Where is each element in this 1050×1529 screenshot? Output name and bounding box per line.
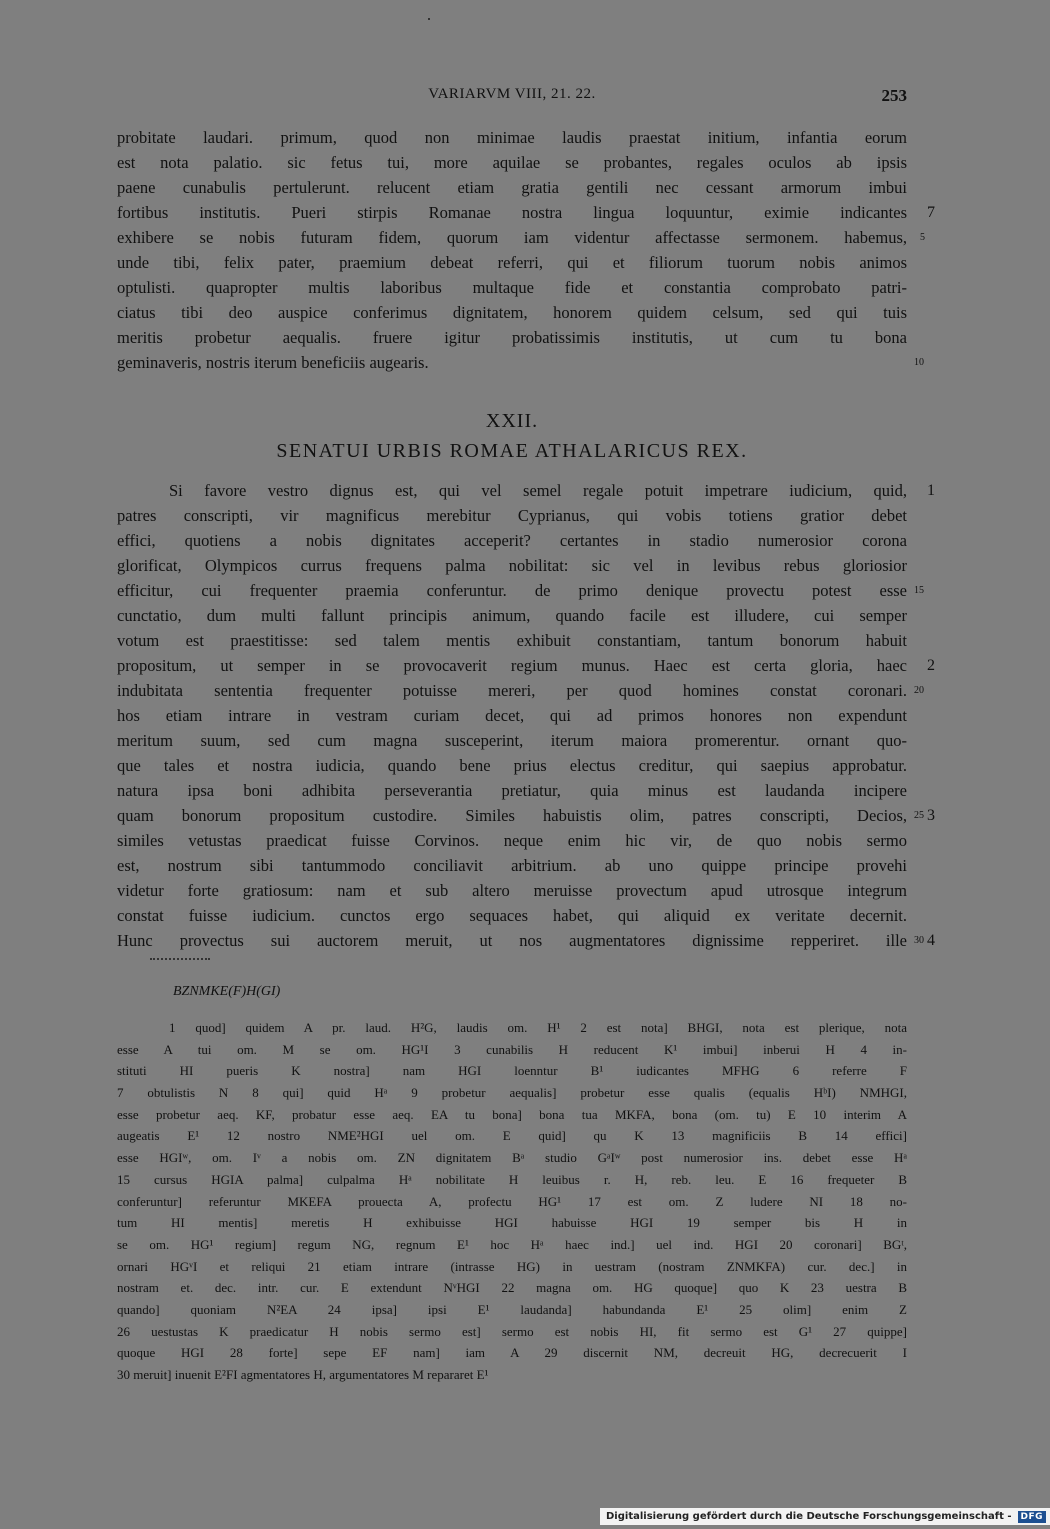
scan-speck <box>428 18 430 20</box>
text-line <box>117 200 935 225</box>
text-line <box>117 578 924 603</box>
apparatus-line: conferuntur] referuntur MKEFA prouecta A, profectu HG¹ 17 est om. Z ludere NI 18 no- <box>117 1193 907 1209</box>
text-line <box>117 653 935 678</box>
text-line: est nota palatio. sic fetus tui, more aquilae se probantes, regales oculos ab ipsis <box>117 153 907 172</box>
text-line: unde tibi, felix pater, praemium debeat referri, qui et filiorum tuorum nobis animos <box>117 253 907 272</box>
line-number: 10 <box>914 357 924 368</box>
text-line: meritis probetur aequalis. fruere igitur probatissimis institutis, ut cum tu bona <box>117 328 907 347</box>
section-number: 3 <box>927 807 935 824</box>
line-number: 20 <box>914 685 924 696</box>
letter-address-heading: SENATUI URBIS ROMAE ATHALARICUS REX. <box>276 440 748 462</box>
apparatus-line: esse HGIʷ, om. Iᵛ a nobis om. ZN dignitatem Bᵃ studio GᵃIʷ post numerosior ins. debet esse Hᵃ <box>117 1150 907 1166</box>
text-line: probitate laudari. primum, quod non minimae laudis praestat initium, infantia eorum <box>117 128 907 147</box>
line-number: 15 <box>914 585 924 596</box>
text-line-content: geminaveris, nostris iterum beneficiis augearis. <box>117 353 429 372</box>
text-line: optulisti. quapropter multis laboribus multaque fide et constantia comprobato patri- <box>117 278 907 297</box>
apparatus-line: augeatis E¹ 12 nostro NME²HGI uel om. E quid] qu K 13 magnificiis B 14 effici] <box>117 1128 907 1144</box>
cut-off-text-fragment <box>150 958 210 964</box>
letter-number-heading: XXII. <box>485 410 539 432</box>
text-line: ciatus tibi deo auspice conferimus dignitatem, honorem quidem celsum, sed qui tuis <box>117 303 907 322</box>
text-line-content: quam bonorum propositum custodire. Similes habuistis olim, patres conscripti, Decios, <box>117 806 907 825</box>
running-title: VARIARVM VIII, 21. 22. <box>428 86 596 102</box>
text-line <box>117 678 924 703</box>
section-number: 1 <box>927 482 935 499</box>
text-line: cunctatio, dum multi fallunt principis animum, quando facile est illudere, cui semper <box>117 606 907 625</box>
apparatus-line: 15 cursus HGIA palma] culpalma Hᵃ nobilitate H leuibus r. H, reb. leu. E 16 frequeter B <box>117 1171 907 1187</box>
text-line-content: Hunc provectus sui auctorem meruit, ut nos augmentatores dignissime repperiret. ille <box>117 931 907 950</box>
text-line <box>117 478 935 503</box>
apparatus-line: 7 obtulistis N 8 qui] quid Hᵃ 9 probetur aequalis] probetur esse qualis (equalis HᵇI) NMHGI, <box>117 1085 907 1101</box>
text-line: meritum suum, sed cum magna susceperint, iterum maiora promerentur. ornant quo- <box>117 731 907 750</box>
credit-text: Digitalisierung gefördert durch die Deutsche Forschungsgemeinschaft - <box>606 1511 1012 1522</box>
text-line: que tales et nostra iudicia, quando bene prius electus creditur, qui saepius approbatur. <box>117 756 907 775</box>
manuscript-sigla: BZNMKE(F)H(GI) <box>173 984 281 999</box>
apparatus-line: nostram et. dec. intr. cur. E extendunt NᵛHGI 22 magna om. HG quoque] quo K 23 uestra B <box>117 1280 907 1296</box>
apparatus-line: se om. HG¹ regium] regum NG, regnum E¹ hoc Hᵃ haec ind.] uel ind. HGI 20 coronari] BGᵗ, <box>117 1236 907 1252</box>
text-line-content: Si favore vestro dignus est, qui vel semel regale potuit impetrare iudicium, quid, <box>169 481 907 500</box>
page-number: 253 <box>881 86 907 105</box>
apparatus-line: stituti HI pueris K nostra] nam HGI loenntur B¹ iudicantes MFHG 6 referre F <box>117 1063 907 1079</box>
text-line: hos etiam intrare in vestram curiam decet, qui ad primos honores non expendunt <box>117 706 907 725</box>
text-line: paene cunabulis pertulerunt. relucent etiam gratia gentili nec cessant armorum imbui <box>117 178 907 197</box>
text-block-letter-22 <box>117 478 935 953</box>
dfg-logo: DFG <box>1018 1511 1047 1523</box>
text-line-content: efficitur, cui frequenter praemia conferuntur. de primo denique provectu potest esse <box>117 581 907 600</box>
apparatus-line: esse probetur aeq. KF, probatur esse aeq. EA tu bona] bona tua MKFA, bona (om. tu) E 10 interim A <box>117 1106 907 1122</box>
section-number: 4 <box>927 932 935 949</box>
digitization-credit <box>600 1508 1050 1525</box>
text-line: votum est praestitisse: sed talem mentis exhibuit constantiam, tantum bonorum habuit <box>117 631 907 650</box>
critical-apparatus <box>117 1017 907 1386</box>
text-line <box>117 225 925 250</box>
apparatus-line: 26 uestustas K praedicatur H nobis sermo est] sermo est nobis HI, fit sermo est G¹ 27 quippe] <box>117 1323 907 1339</box>
section-number: 2 <box>927 657 935 674</box>
text-block-letter-21 <box>117 125 935 375</box>
text-line <box>117 928 935 953</box>
apparatus-line: ornari HGᵛI et reliqui 21 etiam intrare (intrasse HG) in uestram (nostram ZNMKFA) cur. dec.] in <box>117 1258 907 1274</box>
text-line-content: exhibere se nobis futuram fidem, quorum iam videntur affectasse sermonem. habemus, <box>117 228 907 247</box>
text-line: constat fuisse iudicium. cunctos ergo sequaces habet, qui aliquid ex veritate decernit. <box>117 906 907 925</box>
text-line: similes vetustas praedicat fuisse Corvinos. neque enim hic vir, de quo nobis sermo <box>117 831 907 850</box>
running-head <box>117 86 907 108</box>
apparatus-line: 1 quod] quidem A pr. laud. H²G, laudis om. H¹ 2 est nota] BHGI, nota est plerique, nota <box>169 1020 907 1035</box>
text-line: natura ipsa boni adhibita perseverantia pretiatur, quia minus est laudanda incipere <box>117 781 907 800</box>
text-line-content: propositum, ut semper in se provocaverit regium munus. Haec est certa gloria, haec <box>117 656 907 675</box>
apparatus-line: quoque HGI 28 forte] sepe EF nam] iam A 29 discernit NM, decreuit HG, decrecuerit I <box>117 1345 907 1361</box>
text-line: patres conscripti, vir magnificus merebitur Cyprianus, qui vobis totiens gratior debet <box>117 506 907 525</box>
line-number: 25 <box>914 810 924 821</box>
apparatus-line: tum HI mentis] meretis H exhibuisse HGI habuisse HGI 19 semper bis H in <box>117 1215 907 1231</box>
section-number: 7 <box>927 204 935 221</box>
text-line <box>117 803 935 828</box>
line-number: 5 <box>920 232 925 243</box>
text-line-content: fortibus institutis. Pueri stirpis Romanae nostra lingua loquuntur, eximie indicantes <box>117 203 907 222</box>
apparatus-line: 30 meruit] inuenit E²FI agmentatores H, argumentatores M repararet E¹ <box>117 1367 489 1382</box>
text-line: effici, quotiens a nobis dignitates acceperit? certantes in stadio numerosior corona <box>117 531 907 550</box>
apparatus-line: quando] quoniam N²EA 24 ipsa] ipsi E¹ laudanda] habundanda E¹ 25 olim] enim Z <box>117 1301 907 1317</box>
text-line: videtur forte gratiosum: nam et sub altero meruisse provectum apud utrosque integrum <box>117 881 907 900</box>
text-line <box>117 350 924 375</box>
text-line: glorificat, Olympicos currus frequens palma nobilitat: sic vel in levibus rebus gloriosior <box>117 556 907 575</box>
line-number: 30 <box>914 935 924 946</box>
text-line: est, nostrum sibi tantummodo conciliavit arbitrium. ab uno quippe principe provehi <box>117 856 907 875</box>
apparatus-line: esse A tui om. M se om. HG¹I 3 cunabilis H reducent K¹ imbui] inberui H 4 in- <box>117 1041 907 1057</box>
text-line-content: indubitata sententia frequenter potuisse mereri, per quod homines constat coronari. <box>117 681 907 700</box>
